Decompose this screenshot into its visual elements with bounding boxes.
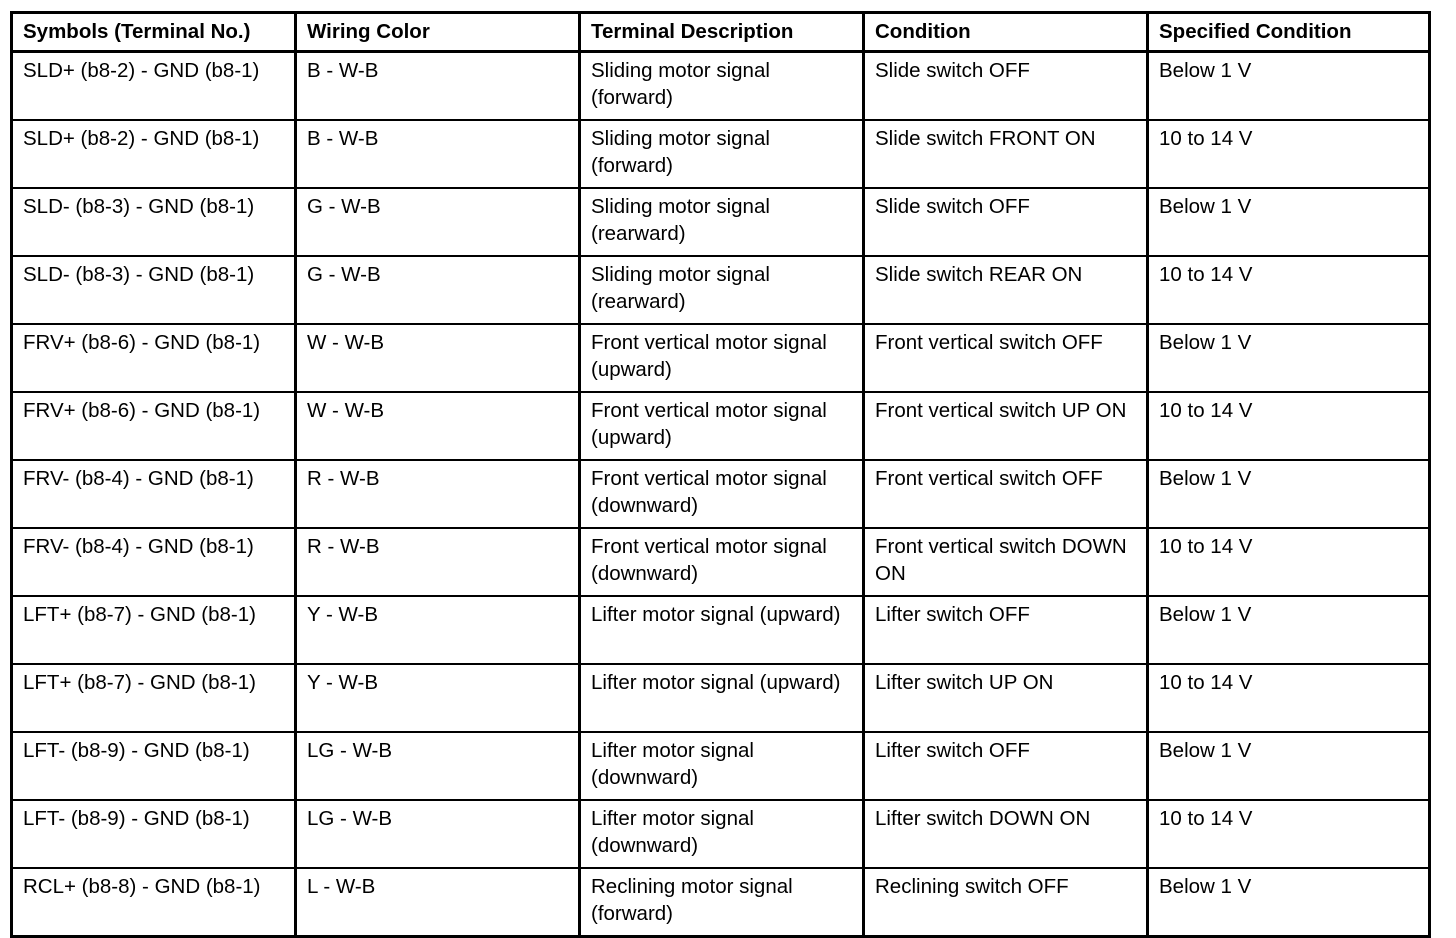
header-specified-condition: Specified Condition <box>1148 13 1430 52</box>
cell-terminal-description: Sliding motor signal (forward) <box>580 120 864 188</box>
cell-terminal-description: Lifter motor signal (upward) <box>580 596 864 664</box>
cell-condition: Slide switch REAR ON <box>864 256 1148 324</box>
header-terminal-description: Terminal Description <box>580 13 864 52</box>
cell-symbols: FRV+ (b8-6) - GND (b8-1) <box>12 392 296 460</box>
cell-condition: Lifter switch DOWN ON <box>864 800 1148 868</box>
cell-terminal-description: Reclining motor signal (forward) <box>580 868 864 937</box>
cell-specified-condition: 10 to 14 V <box>1148 800 1430 868</box>
cell-condition: Front vertical switch OFF <box>864 324 1148 392</box>
cell-wiring-color: R - W-B <box>296 460 580 528</box>
cell-terminal-description: Lifter motor signal (upward) <box>580 664 864 732</box>
cell-wiring-color: W - W-B <box>296 392 580 460</box>
header-row <box>12 13 1430 52</box>
terminal-table <box>10 11 1431 938</box>
header-condition: Condition <box>864 13 1148 52</box>
cell-wiring-color: B - W-B <box>296 120 580 188</box>
cell-specified-condition: 10 to 14 V <box>1148 664 1430 732</box>
cell-wiring-color: L - W-B <box>296 868 580 937</box>
table-row <box>12 120 1430 188</box>
cell-condition: Lifter switch UP ON <box>864 664 1148 732</box>
cell-symbols: LFT+ (b8-7) - GND (b8-1) <box>12 596 296 664</box>
table-body <box>12 52 1430 937</box>
cell-terminal-description: Sliding motor signal (rearward) <box>580 256 864 324</box>
cell-terminal-description: Front vertical motor signal (downward) <box>580 460 864 528</box>
table-row <box>12 460 1430 528</box>
cell-symbols: RCL+ (b8-8) - GND (b8-1) <box>12 868 296 937</box>
cell-wiring-color: LG - W-B <box>296 800 580 868</box>
cell-wiring-color: Y - W-B <box>296 664 580 732</box>
table-row <box>12 868 1430 937</box>
cell-condition: Front vertical switch UP ON <box>864 392 1148 460</box>
cell-symbols: LFT- (b8-9) - GND (b8-1) <box>12 800 296 868</box>
cell-symbols: SLD+ (b8-2) - GND (b8-1) <box>12 120 296 188</box>
cell-specified-condition: 10 to 14 V <box>1148 120 1430 188</box>
cell-terminal-description: Front vertical motor signal (upward) <box>580 324 864 392</box>
cell-symbols: SLD+ (b8-2) - GND (b8-1) <box>12 52 296 121</box>
cell-specified-condition: Below 1 V <box>1148 52 1430 121</box>
table-row <box>12 732 1430 800</box>
table-row <box>12 392 1430 460</box>
cell-condition: Lifter switch OFF <box>864 596 1148 664</box>
cell-specified-condition: 10 to 14 V <box>1148 528 1430 596</box>
cell-specified-condition: Below 1 V <box>1148 324 1430 392</box>
cell-terminal-description: Sliding motor signal (rearward) <box>580 188 864 256</box>
table-row <box>12 188 1430 256</box>
cell-wiring-color: G - W-B <box>296 188 580 256</box>
cell-specified-condition: Below 1 V <box>1148 596 1430 664</box>
cell-specified-condition: Below 1 V <box>1148 460 1430 528</box>
cell-wiring-color: W - W-B <box>296 324 580 392</box>
cell-symbols: FRV- (b8-4) - GND (b8-1) <box>12 528 296 596</box>
cell-condition: Slide switch OFF <box>864 188 1148 256</box>
table-row <box>12 800 1430 868</box>
cell-symbols: SLD- (b8-3) - GND (b8-1) <box>12 188 296 256</box>
cell-terminal-description: Lifter motor signal (downward) <box>580 732 864 800</box>
cell-specified-condition: Below 1 V <box>1148 188 1430 256</box>
cell-condition: Front vertical switch OFF <box>864 460 1148 528</box>
cell-condition: Slide switch FRONT ON <box>864 120 1148 188</box>
table-header <box>12 13 1430 52</box>
cell-wiring-color: LG - W-B <box>296 732 580 800</box>
table-row <box>12 528 1430 596</box>
cell-wiring-color: Y - W-B <box>296 596 580 664</box>
cell-symbols: LFT- (b8-9) - GND (b8-1) <box>12 732 296 800</box>
cell-condition: Reclining switch OFF <box>864 868 1148 937</box>
cell-symbols: LFT+ (b8-7) - GND (b8-1) <box>12 664 296 732</box>
table-row <box>12 596 1430 664</box>
cell-wiring-color: G - W-B <box>296 256 580 324</box>
table-row <box>12 324 1430 392</box>
cell-terminal-description: Lifter motor signal (downward) <box>580 800 864 868</box>
cell-condition: Front vertical switch DOWN ON <box>864 528 1148 596</box>
cell-symbols: FRV- (b8-4) - GND (b8-1) <box>12 460 296 528</box>
header-wiring-color: Wiring Color <box>296 13 580 52</box>
cell-terminal-description: Sliding motor signal (forward) <box>580 52 864 121</box>
cell-condition: Lifter switch OFF <box>864 732 1148 800</box>
cell-terminal-description: Front vertical motor signal (downward) <box>580 528 864 596</box>
cell-specified-condition: Below 1 V <box>1148 868 1430 937</box>
cell-specified-condition: Below 1 V <box>1148 732 1430 800</box>
cell-specified-condition: 10 to 14 V <box>1148 392 1430 460</box>
table-row <box>12 52 1430 121</box>
cell-specified-condition: 10 to 14 V <box>1148 256 1430 324</box>
table-row <box>12 256 1430 324</box>
cell-symbols: SLD- (b8-3) - GND (b8-1) <box>12 256 296 324</box>
cell-condition: Slide switch OFF <box>864 52 1148 121</box>
cell-wiring-color: R - W-B <box>296 528 580 596</box>
header-symbols: Symbols (Terminal No.) <box>12 13 296 52</box>
cell-terminal-description: Front vertical motor signal (upward) <box>580 392 864 460</box>
cell-wiring-color: B - W-B <box>296 52 580 121</box>
cell-symbols: FRV+ (b8-6) - GND (b8-1) <box>12 324 296 392</box>
table-row <box>12 664 1430 732</box>
